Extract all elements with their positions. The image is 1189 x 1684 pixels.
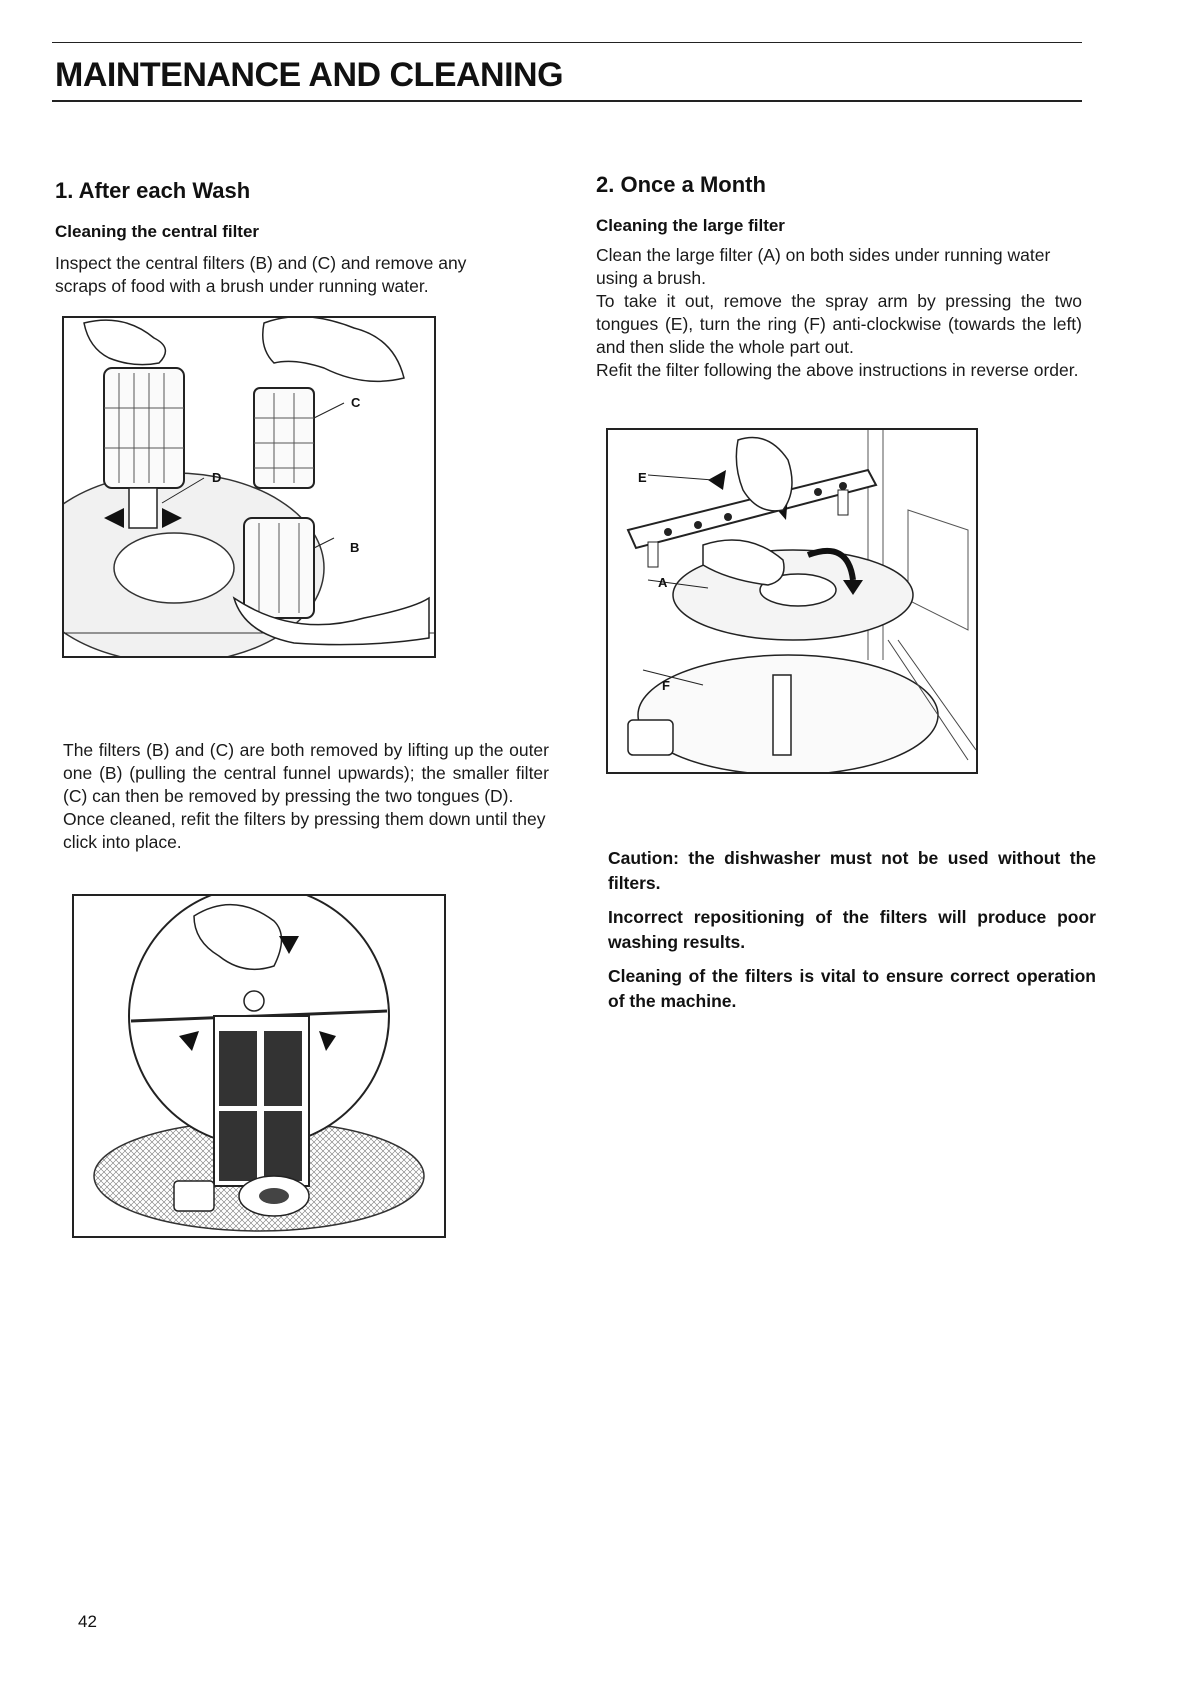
caution-cleaning-vital: Cleaning of the filters is vital to ensure correct operation of the machine. bbox=[608, 966, 1096, 1011]
subsection-title-large-filter: Cleaning the large filter bbox=[596, 216, 785, 235]
filters-removal-text bbox=[63, 739, 549, 854]
large-filter-illustration bbox=[608, 430, 976, 772]
page-number: 42 bbox=[78, 1612, 97, 1631]
figure1-label-d: D bbox=[212, 470, 222, 485]
section-title-after-each-wash: 1. After each Wash bbox=[55, 178, 251, 203]
header-rule-bottom bbox=[52, 100, 1082, 102]
figure-central-filter-removal bbox=[62, 316, 436, 658]
filter-refit-illustration bbox=[74, 896, 444, 1236]
filters-removal-paragraph: The filters (B) and (C) are both removed by lifting up the outer one (B) (pulling the central funnel upwards); the smaller filter (C) can then be removed by pressing the two tongues (D). bbox=[63, 740, 549, 806]
page-title: MAINTENANCE AND CLEANING bbox=[55, 56, 564, 94]
figure1-label-c: C bbox=[351, 395, 361, 410]
large-filter-paragraph-3: Refit the filter following the above instructions in reverse order. bbox=[596, 360, 1079, 380]
caution-notes bbox=[608, 846, 1096, 1023]
intro-line-1: Inspect the central filters (B) and (C) and remove any bbox=[55, 253, 467, 273]
figure-large-filter bbox=[606, 428, 978, 774]
section-title-once-a-month: 2. Once a Month bbox=[596, 172, 766, 197]
figure1-label-b: B bbox=[350, 540, 360, 555]
filters-refit-paragraph: Once cleaned, refit the filters by pressing them down until they click into place. bbox=[63, 809, 546, 852]
figure3-label-e: E bbox=[638, 470, 647, 485]
caution-no-filters: Caution: the dishwasher must not be used without the filters. bbox=[608, 848, 1096, 893]
subsection-title-central-filter: Cleaning the central filter bbox=[55, 222, 260, 241]
large-filter-text bbox=[596, 244, 1082, 382]
header-rule-top bbox=[52, 42, 1082, 43]
large-filter-paragraph-2: To take it out, remove the spray arm by pressing the two tongues (E), turn the ring (F) anti-clockwise (towards the left) and then slide the whole part out. bbox=[596, 291, 1082, 357]
intro-paragraph bbox=[55, 252, 575, 298]
figure3-label-a: A bbox=[658, 575, 668, 590]
caution-incorrect-repositioning: Incorrect repositioning of the filters will produce poor washing results. bbox=[608, 907, 1096, 952]
large-filter-paragraph-1: Clean the large filter (A) on both sides under running water using a brush. bbox=[596, 245, 1051, 288]
figure-filter-refit bbox=[72, 894, 446, 1238]
intro-line-2: scraps of food with a brush under running water. bbox=[55, 276, 429, 296]
figure3-label-f: F bbox=[662, 678, 670, 693]
central-filter-illustration bbox=[64, 318, 434, 656]
